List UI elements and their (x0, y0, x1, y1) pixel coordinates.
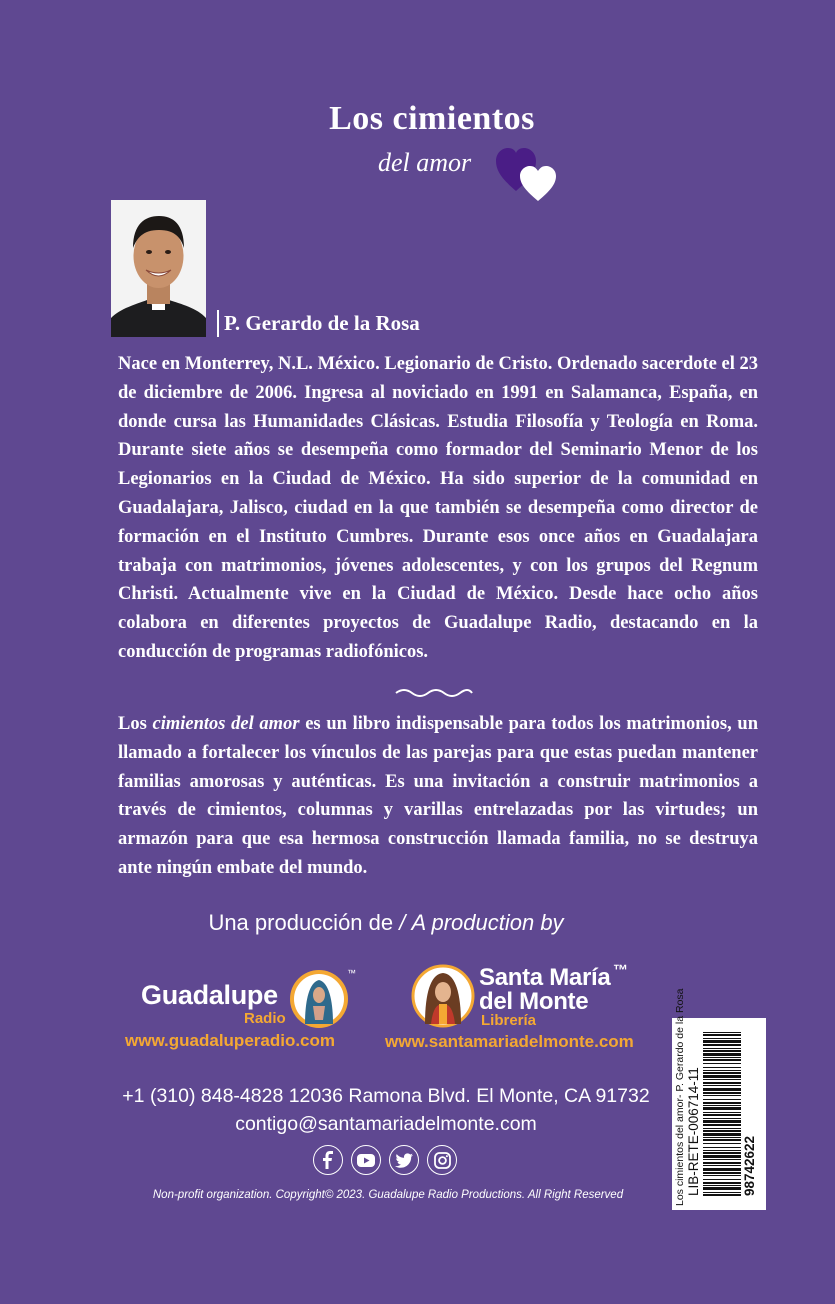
guadalupe-url[interactable]: www.guadaluperadio.com (125, 1031, 336, 1050)
social-icons (313, 1145, 459, 1177)
instagram-icon[interactable] (427, 1145, 457, 1175)
copyright-footer: Non-profit organization. Copyright© 2023. Guadalupe Radio Productions. All Right Reserved (152, 1189, 624, 1201)
author-photo (111, 200, 206, 337)
guadalupe-radio-logo (125, 968, 365, 1058)
description-body: es un libro indispensable para todos los matrimonios, un llamado a fortalecer los vínculos de las parejas para que estas puedan mantener familias amorosas y auténticas. Es una invitación a construir matrimonios a través de cimientos, columnas y varillas entrelazadas por las virtudes; un armazón para que esa hermosa construcción llamada familia, no se destruya ante ningún embate del mundo. (118, 714, 758, 878)
santa-maria-name-line2: del Monte (479, 988, 589, 1015)
author-bio: Nace en Monterrey, N.L. México. Legionario de Cristo. Ordenado sacerdote el 23 de diciembre de 2006. Ingresa al noviciado en 1991 en Salamanca, España, en donde cursa las Humanidades Clásicas. Estudia Filosofía y Teología en Roma. Durante siete años se desempeña como formador del Seminario Menor de los Legionarios en la Ciudad de México. Ha sido superior de la comunidad en Guadalajara, Jalisco, ciudad en la que también se desempeña como director de formación en el Instituto Cumbres. Durante esos once años en Guadalajara trabaja con matrimonios, jóvenes adolescentes, y con los grupos del Regnum Christi. Actualmente vive en la Ciudad de México. Desde hace ocho años colabora en diferentes proyectos de Guadalupe Radio, destacando en la conducción de programas radiofónicos. (118, 354, 758, 662)
wave-divider (394, 685, 474, 701)
description-book-title: cimientos del amor (152, 714, 300, 734)
guadalupe-name: Guadalupe (141, 980, 278, 1010)
santa-maria-tm: ™ (613, 962, 628, 979)
description-lead: Los (118, 714, 147, 734)
author-name: P. Gerardo de la Rosa (224, 311, 420, 335)
facebook-icon[interactable] (313, 1145, 343, 1175)
barcode-label (672, 988, 766, 1210)
production-credit (0, 910, 772, 936)
youtube-icon[interactable] (351, 1145, 381, 1175)
santa-maria-url[interactable]: www.santamariadelmonte.com (385, 1032, 634, 1051)
barcode-bars (703, 1018, 741, 1210)
production-label-en: A production by (411, 910, 564, 935)
guadalupe-sub: Radio (244, 1010, 286, 1027)
santa-maria-name-line1: Santa María (479, 964, 611, 991)
author-divider (217, 310, 219, 337)
barcode-number: 98742622 (742, 1135, 757, 1196)
production-label-es: Una producción de (208, 910, 394, 935)
contact-info (0, 1082, 772, 1138)
book-title: Los cimientos (329, 100, 535, 137)
contact-phone-address: +1 (310) 848-4828 12036 Ramona Blvd. El Monte, CA 91732 (122, 1085, 650, 1107)
production-separator: / (399, 910, 406, 935)
book-subtitle: del amor (378, 148, 472, 177)
virgin-icon (288, 968, 350, 1030)
santa-maria-logo (385, 962, 655, 1057)
barcode-code: LIB-RETE-006714-11 (686, 1067, 701, 1196)
guadalupe-tm: ™ (347, 968, 356, 978)
santa-maria-sub: Librería (481, 1012, 537, 1029)
contact-email[interactable]: contigo@santamariadelmonte.com (235, 1113, 537, 1135)
book-description (118, 710, 758, 883)
barcode-caption: Los cimientos del amor- P. Gerardo de la Rosa (674, 988, 686, 1206)
twitter-icon[interactable] (389, 1145, 419, 1175)
hearts-icon (494, 143, 564, 205)
santa-maria-icon (411, 964, 475, 1028)
